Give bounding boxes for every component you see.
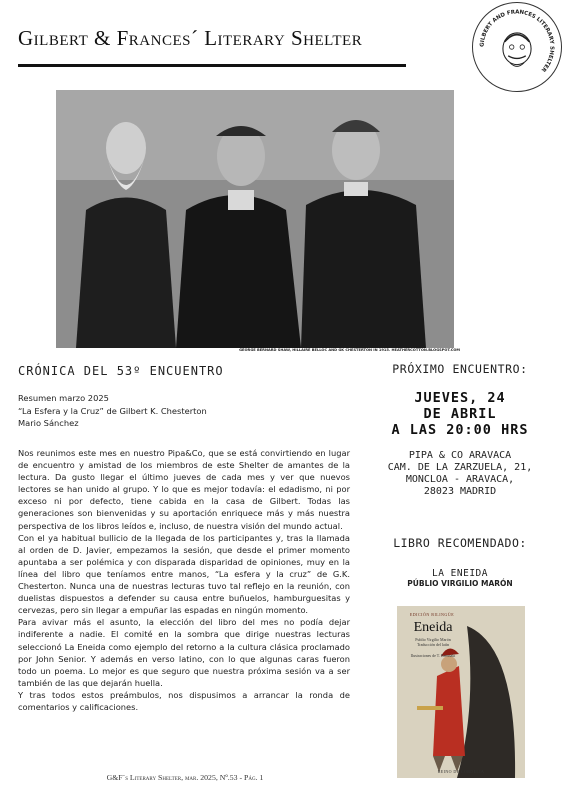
cover-title: Eneida xyxy=(413,620,453,635)
article-paragraph: Para avivar más el asunto, la elección del libro del mes no podía dejar indiferente a nadie. El comité en la sombra que dirige nuestras lecturas seleccionó La Eneida como ejemplo del retorno a la cultura clásica proclamado por John Senior. Y además en verso latino, con lo que algunas caras fueron todo un poema. Lo mejor es que seguro que nuestra próxima sesión va a ser también de las que dejarán huella. xyxy=(18,617,350,688)
historical-photo xyxy=(56,90,454,348)
page-footer: G&F´s Literary Shelter, mar. 2025, Nº.53 - Pág. 1 xyxy=(106,773,264,782)
article-paragraph: Con el ya habitual bullicio de la llegada de los participantes y, tras la llamada al orden de D. Javier, empezamos la sesión, que desde el primer momento apuntaba a ser polémica y con disparada disparidad de opiniones, muy en la línea del libro que teníamos entre manos, “La esfera y la cruz” de G.K. Chesterton. Nunca una de nuestras lecturas tuvo tal reflejo en la reunión, con duelistas dispuestos a defender su causa entre buñuelos, hamburguesitas y cervezas, pero sin llegar a empuñar las espadas en ningún momento. xyxy=(18,532,350,616)
photo-caption: GEORGE BERNARD SHAW, HILLAIRE BELLOC AND GK CHESTERTON IN 1915. HEATHERCOTTON.BLOGSPOT.COM xyxy=(239,348,460,352)
cover-illustrator: Ilustraciones de T. Bemnaki xyxy=(410,653,456,658)
article-paragraph: Nos reunimos este mes en nuestro Pipa&Co, que se está convirtiendo en lugar de encuentro y amistad de los miembros de este Shelter de amantes de la lectura. Da gusto llegar el último jueves de cada mes y ver que nuevos lectores se han unido al grupo. Y lo que es mejor todavía: el edadismo, ni por exceso ni por defecto, tiene cabida en la casa de Gilbert. Todas las generaciones son bienvenidas y su aportación enriquece más y más nuestra perspectiva de los libros leídos e, incluso, de nuestra visión del mundo actual. xyxy=(18,448,350,531)
venue-line: 28023 MADRID xyxy=(423,486,497,497)
title-underline xyxy=(18,64,406,67)
meeting-date-line: DE ABRIL xyxy=(423,406,497,422)
venue-line: PIPA & CO ARAVACA xyxy=(408,450,512,461)
cover-author: Publio Virgilio Marón xyxy=(415,637,451,642)
meeting-date-line: JUEVES, 24 xyxy=(414,390,506,406)
cover-translator: Traducción del latín xyxy=(416,642,450,647)
article-paragraph: Y tras todos estos preámbulos, nos dispusimos a arrancar la ronda de comentarios y calificaciones. xyxy=(18,689,350,712)
cover-publisher: REINO DE CORDELIA xyxy=(437,769,485,774)
venue-line: CAM. DE LA ZARZUELA, 21, xyxy=(387,462,533,473)
club-seal-logo xyxy=(472,2,562,92)
summary-line: Resumen marzo 2025 xyxy=(18,393,109,403)
book-cover-image xyxy=(397,606,525,778)
recommended-book-title: LA ENEIDA xyxy=(432,568,488,579)
recommended-book-author: PÚBLIO VIRGILIO MARÓN xyxy=(407,579,513,588)
meeting-date-line: A LAS 20:00 HRS xyxy=(391,422,529,438)
article-body xyxy=(18,447,350,713)
summary-line: Mario Sánchez xyxy=(18,418,79,428)
svg-text:GILBERT AND FRANCES LITERARY S xyxy=(479,9,554,73)
recommended-book-label: LIBRO RECOMENDADO: xyxy=(393,536,527,550)
seal-text: GILBERT AND FRANCES LITERARY SHELTER xyxy=(479,9,555,73)
seal-portrait-icon xyxy=(473,3,561,91)
cover-series-label: EDICIÓN BILINGÜE xyxy=(409,612,455,617)
article-summary xyxy=(18,392,338,430)
venue-line: MONCLOA - ARAVACA, xyxy=(405,474,515,485)
summary-line: “La Esfera y la Cruz” de Gilbert K. Chesterton xyxy=(18,405,207,416)
newsletter-title: Gilbert & Frances´ Literary Shelter xyxy=(18,26,363,50)
next-meeting-label: PRÓXIMO ENCUENTRO: xyxy=(392,362,528,376)
chronicle-heading: CRÓNICA DEL 53º ENCUENTRO xyxy=(18,364,224,378)
sidebar-column xyxy=(360,362,560,588)
